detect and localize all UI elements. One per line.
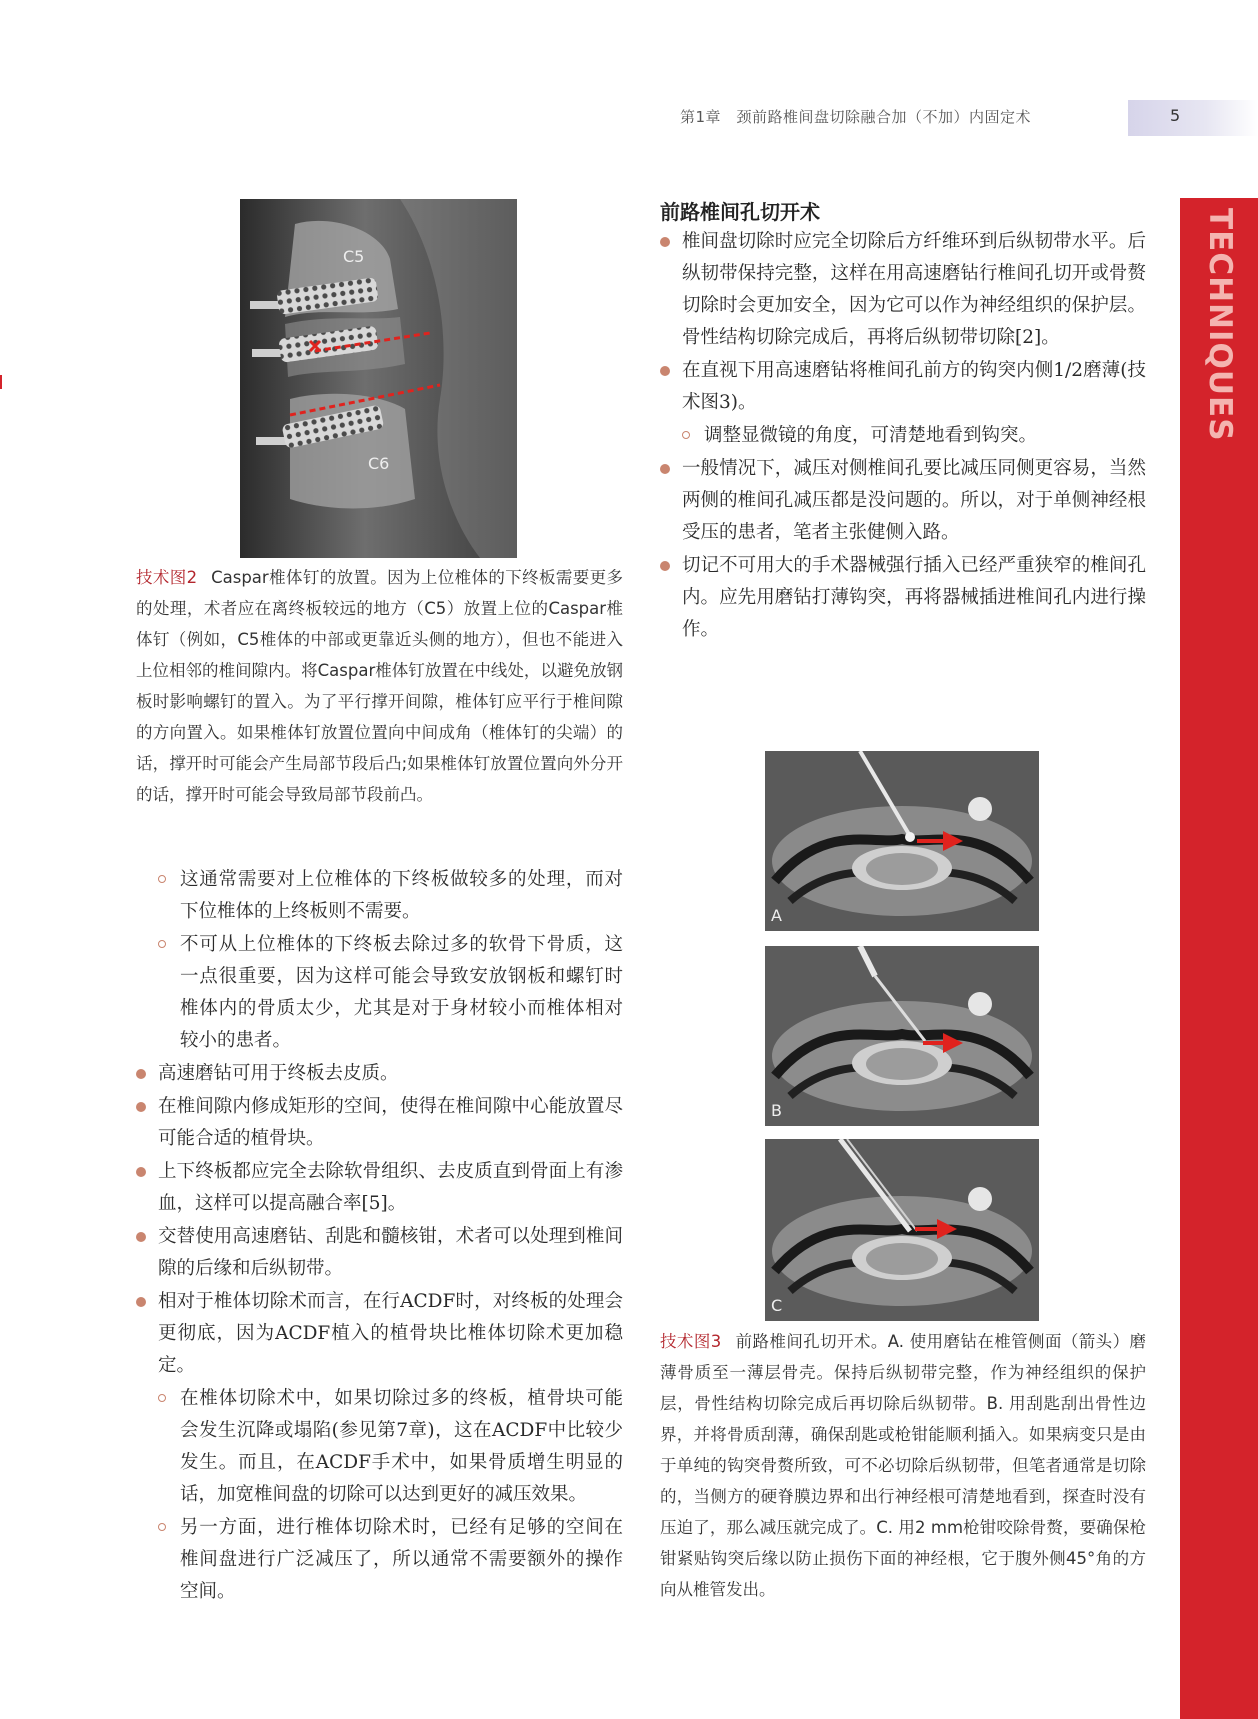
list-item: 在直视下用高速磨钻将椎间孔前方的钩突内侧1/2磨薄(技术图3)。	[660, 355, 1146, 419]
vertebra-label-c6: C6	[368, 454, 390, 473]
list-item: 切记不可用大的手术器械强行插入已经严重狭窄的椎间孔内。应先用磨钻打薄钩突，再将器械插进椎间孔内进行操作。	[660, 550, 1146, 646]
sidebar-label-text: TECHNIQUES	[1202, 208, 1238, 442]
panel-label-c: C	[771, 1296, 783, 1315]
page-number: 5	[1170, 106, 1181, 125]
right-bullet-list	[660, 226, 1146, 647]
list-item: 不可从上位椎体的下终板去除过多的软骨下骨质，这一点很重要，因为这样可能会导致安放钢板和螺钉时椎体内的骨质太少，尤其是对于身材较小而椎体相对较小的患者。	[136, 929, 623, 1057]
sidebar-label	[1180, 198, 1258, 498]
list-item: 另一方面，进行椎体切除术时，已经有足够的空间在椎间盘进行广泛减压了，所以通常不需要额外的操作空间。	[136, 1512, 623, 1608]
list-item: 相对于椎体切除术而言，在行ACDF时，对终板的处理会更彻底，因为ACDF植入的植骨块比椎体切除术更加稳定。	[136, 1286, 623, 1382]
figure3-panel-a	[765, 751, 1039, 931]
vertebra-label-c5: C5	[343, 247, 365, 266]
figure2-caption-label: 技术图2	[136, 568, 198, 587]
list-item: 这通常需要对上位椎体的下终板做较多的处理，而对下位椎体的上终板则不需要。	[136, 864, 623, 928]
list-item: 一般情况下，减压对侧椎间孔要比减压同侧更容易，当然两侧的椎间孔减压都是没问题的。所以，对于单侧神经根受压的患者，笔者主张健侧入路。	[660, 453, 1146, 549]
list-item: 调整显微镜的角度，可清楚地看到钩突。	[660, 420, 1146, 452]
chapter-title: 第1章 颈前路椎间盘切除融合加（不加）内固定术	[680, 108, 1032, 126]
section-heading: 前路椎间孔切开术	[660, 200, 820, 224]
figure2-xray	[240, 199, 517, 558]
panel-label-b: B	[771, 1101, 782, 1120]
figure2-caption	[136, 562, 623, 810]
list-item: 上下终板都应完全去除软骨组织、去皮质直到骨面上有渗血，这样可以提高融合率[5]。	[136, 1156, 623, 1220]
figure3-caption-text: 前路椎间孔切开术。A. 使用磨钻在椎管侧面（箭头）磨薄骨质至一薄层骨壳。保持后纵韧带完整，作为神经组织的保护层，骨性结构切除完成后再切除后纵韧带。B. 用刮匙刮出骨性边界，并将骨质刮薄，确保刮匙或枪钳能顺利插入。如果病变只是由于单纯的钩突骨赘所致，可不必切除后纵韧带，但笔者通常是切除的，当侧方的硬脊膜边界和出行神经根可清楚地看到，探查时没有压迫了，那么减压就完成了。C. 用2 mm枪钳咬除骨赘，要确保枪钳紧贴钩突后缘以防止损伤下面的神经根，它于腹外侧45°角的方向从椎管发出。	[660, 1332, 1146, 1599]
header-band	[1128, 100, 1258, 136]
figure2-caption-text: Caspar椎体钉的放置。因为上位椎体的下终板需要更多的处理，术者应在离终板较远的地方（C5）放置上位的Caspar椎体钉（例如，C5椎体的中部或更靠近头侧的地方），但也不能进入上位相邻的椎间隙内。将Caspar椎体钉放置在中线处，以避免放钢板时影响螺钉的置入。为了平行撑开间隙，椎体钉应平行于椎间隙的方向置入。如果椎体钉放置位置向中间成角（椎体钉的尖端）的话，撑开时可能会产生局部节段后凸;如果椎体钉放置位置向外分开的话，撑开时可能会导致局部节段前凸。	[136, 568, 623, 804]
figure3-panel-c	[765, 1139, 1039, 1321]
figure3-caption-label: 技术图3	[660, 1332, 722, 1351]
list-item: 椎间盘切除时应完全切除后方纤维环到后纵韧带水平。后纵韧带保持完整，这样在用高速磨钻行椎间孔切开或骨赘切除时会更加安全，因为它可以作为神经组织的保护层。骨性结构切除完成后，再将后纵韧带切除[2]。	[660, 226, 1146, 354]
margin-mark	[0, 375, 2, 389]
figure3-caption	[660, 1326, 1146, 1605]
list-item: 在椎体切除术中，如果切除过多的终板，植骨块可能会发生沉降或塌陷(参见第7章)，这在ACDF中比较少发生。而且，在ACDF手术中，如果骨质增生明显的话，加宽椎间盘的切除可以达到更好的减压效果。	[136, 1383, 623, 1511]
panel-label-a: A	[771, 906, 782, 925]
list-item: 在椎间隙内修成矩形的空间，使得在椎间隙中心能放置尽可能合适的植骨块。	[136, 1091, 623, 1155]
figure3-panel-b	[765, 946, 1039, 1126]
list-item: 高速磨钻可用于终板去皮质。	[136, 1058, 623, 1090]
list-item: 交替使用高速磨钻、刮匙和髓核钳，术者可以处理到椎间隙的后缘和后纵韧带。	[136, 1221, 623, 1285]
left-bullet-list	[136, 864, 623, 1609]
